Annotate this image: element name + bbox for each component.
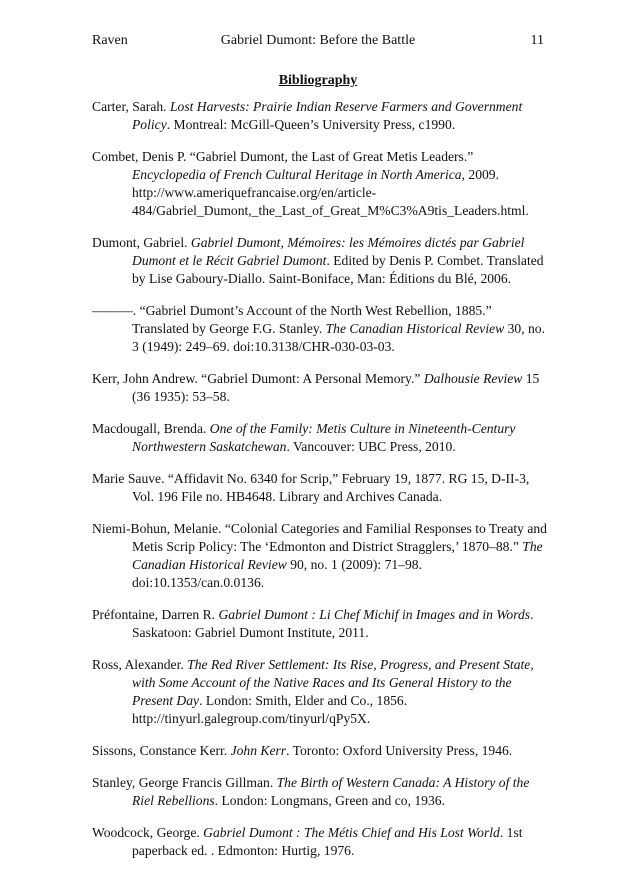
entry-title-italic: One of the Family: Metis Culture in Nineteenth-Century Northwestern Saskatchewan (132, 421, 516, 454)
header-title: Gabriel Dumont: Before the Battle (220, 33, 416, 48)
header-author: Raven (92, 33, 128, 48)
entry-text: . Saskatoon: Gabriel Dumont Institute, 2011. (132, 607, 534, 640)
entry-text: 30, no. 3 (1949): 249–69. doi:10.3138/CHR-030-03-03. (132, 321, 545, 354)
bibliography-entry (92, 302, 550, 356)
bibliography-entry (92, 420, 550, 456)
entry-title-italic: The Red River Settlement: Its Rise, Progress, and Present State, with Some Account of the Native Races and Its General History to the Present Day (132, 657, 534, 708)
entry-text: . Edited by Denis P. Combet. Translated by Lise Gaboury-Diallo. Saint-Boniface, Man: Éditions du Blé, 2006. (132, 253, 544, 286)
entry-text: . Toronto: Oxford University Press, 1946. (286, 743, 513, 758)
entry-title-italic: The Birth of Western Canada: A History of the Riel Rebellions (132, 775, 530, 808)
entry-text: Niemi-Bohun, Melanie. “Colonial Categories and Familial Responses to Treaty and Metis Scrip Policy: The ‘Edmonton and District Stragglers,’ 1870–88.” (92, 521, 547, 554)
entry-text: Carter, Sarah. (92, 99, 170, 114)
entry-text: 90, no. 1 (2009): 71–98. doi:10.1353/can.0.0136. (132, 557, 422, 590)
entry-text: Combet, Denis P. “Gabriel Dumont, the Last of Great Metis Leaders.” (92, 149, 474, 164)
entry-title-italic: Dalhousie Review (423, 371, 523, 386)
bibliography-entry (92, 774, 550, 810)
bibliography-entry (92, 656, 550, 728)
entry-text: Woodcock, George. (92, 825, 204, 840)
entry-text: . Montreal: McGill-Queen’s University Press, c1990. (166, 117, 456, 132)
entry-text: Marie Sauve. “Affidavit No. 6340 for Scrip,” February 19, 1877. RG 15, D-II-3, Vol. 196 File no. HB4648. Library and Archives Canada. (92, 471, 530, 504)
entry-text: . Vancouver: UBC Press, 2010. (286, 439, 456, 454)
entry-title-italic: Lost Harvests: Prairie Indian Reserve Farmers and Government Policy (132, 99, 523, 132)
bibliography-entry (92, 742, 550, 760)
entry-text: Dumont, Gabriel. (92, 235, 191, 250)
entry-title-italic: The Canadian Historical Review (132, 539, 543, 572)
bibliography-heading: Bibliography (278, 73, 358, 88)
entry-text: . 1st paperback ed. . Edmonton: Hurtig, 1976. (132, 825, 523, 858)
entry-text: Ross, Alexander. (92, 657, 188, 672)
bibliography-entry (92, 234, 550, 288)
entry-text: , 2009. http://www.ameriquefrancaise.org/en/article-484/Gabriel_Dumont,_the_Last_of_Great_M%C3%A9tis_Leaders.html. (132, 167, 529, 218)
entry-title-italic: Encyclopedia of French Cultural Heritage in North America (132, 167, 462, 182)
entry-title-italic: Gabriel Dumont : The Métis Chief and His Lost World (203, 825, 500, 840)
header-page-number: 11 (530, 33, 544, 48)
entry-text: Sissons, Constance Kerr. (92, 743, 231, 758)
entry-text: Kerr, John Andrew. “Gabriel Dumont: A Personal Memory.” (92, 371, 424, 386)
entry-text: ———. “Gabriel Dumont’s Account of the North West Rebellion, 1885.” Translated by George F.G. Stanley. (92, 303, 492, 336)
bibliography-entry (92, 370, 550, 406)
bibliography-entry (92, 606, 550, 642)
entry-text: Stanley, George Francis Gillman. (92, 775, 277, 790)
entry-title-italic: John Kerr (230, 743, 287, 758)
bibliography-entry (92, 148, 550, 220)
entry-text: Préfontaine, Darren R. (92, 607, 219, 622)
page-header (92, 33, 544, 53)
entry-title-italic: The Canadian Historical Review (325, 321, 505, 336)
entry-title-italic: Gabriel Dumont, Mémoires: les Mémoires dictés par Gabriel Dumont et le Récit Gabriel Dumont (132, 235, 525, 268)
entry-title-italic: Gabriel Dumont : Li Chef Michif in Images and in Words (218, 607, 531, 622)
entry-text: . London: Smith, Elder and Co., 1856. http://tinyurl.galegroup.com/tinyurl/qPy5X. (132, 693, 408, 726)
entry-text: Macdougall, Brenda. (92, 421, 210, 436)
bibliography-entry (92, 520, 550, 592)
bibliography-entry (92, 824, 550, 860)
bibliography-entry (92, 470, 550, 506)
entry-text: . London: Longmans, Green and co, 1936. (214, 793, 445, 808)
entry-text: 15 (36 1935): 53–58. (132, 371, 540, 404)
bibliography-list (92, 98, 550, 874)
bibliography-entry (92, 98, 550, 134)
